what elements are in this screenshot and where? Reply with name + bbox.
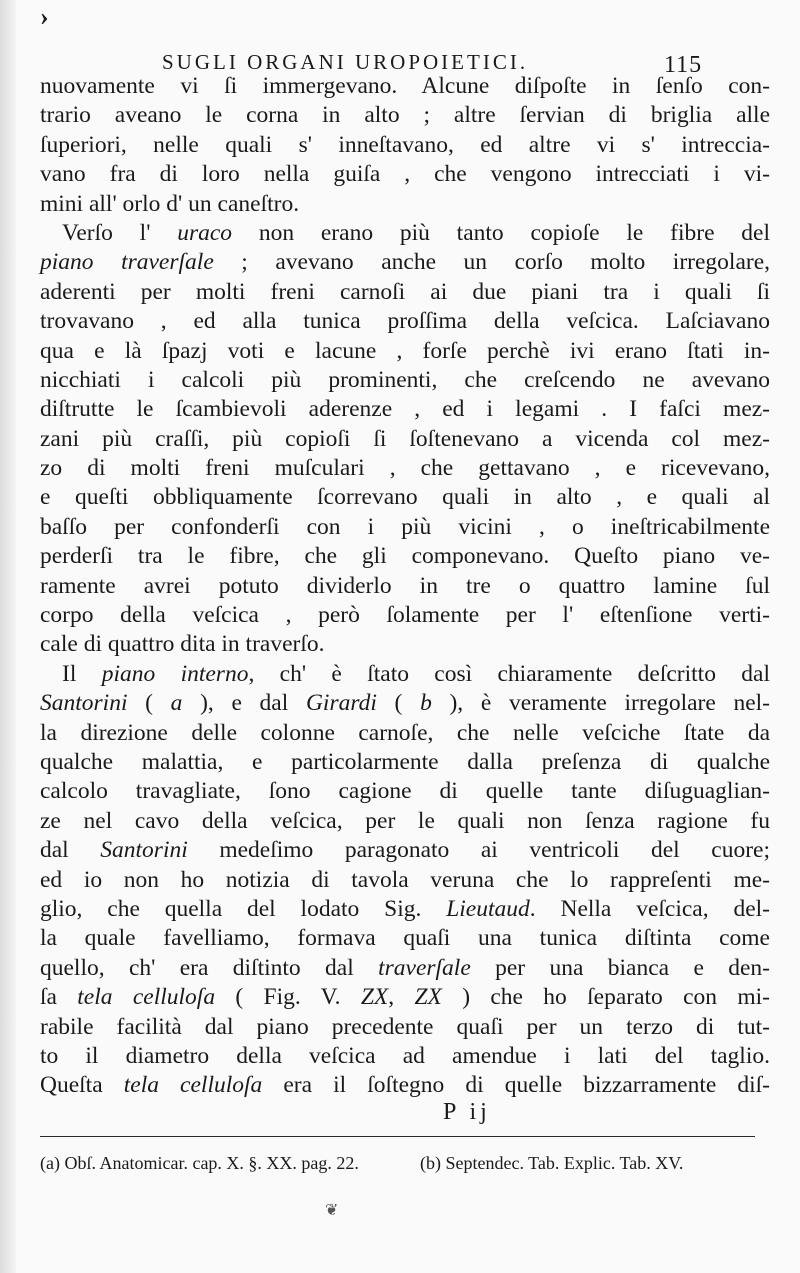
text-line: quello, ch' era diſtinto dal traverſale per una bianca e den- xyxy=(40,954,770,981)
page-number: 115 xyxy=(664,52,703,78)
text-line: qualche malattia, e particolarmente dalla preſenza di qualche xyxy=(40,748,770,775)
text-line: la quale favelliamo, formava quaſi una tunica diſtinta come xyxy=(40,925,770,952)
body-text xyxy=(40,72,770,1101)
text-line: e queſti obbliquamente ſcorrevano quali in alto , e quali al xyxy=(40,484,770,511)
text-line: rabile facilità dal piano precedente quaſi per un terzo di tut- xyxy=(40,1013,770,1040)
text-line: aderenti per molti freni carnoſi ai due piani tra i quali ſi xyxy=(40,278,770,305)
running-head: SUGLI ORGANI UROPOIETICI. xyxy=(162,50,529,74)
text-line: Queſta tela celluloſa era il ſoſtegno di quelle bizzarramente diſ- xyxy=(40,1072,771,1099)
italic-term: Lieutaud xyxy=(446,895,530,922)
italic-term: piano interno xyxy=(101,660,249,687)
text-line: zo di molti freni muſculari , che gettavano , e ricevevano, xyxy=(40,455,770,482)
italic-term: ZX xyxy=(414,984,442,1011)
text-line: ramente avrei potuto dividerlo in tre o quattro lamine ſul xyxy=(40,572,770,599)
text-line: diſtrutte le ſcambievoli aderenze , ed i legami . I faſci mez- xyxy=(40,396,770,423)
text-line: la direzione delle colonne carnoſe, che nelle veſciche ſtate da xyxy=(40,719,770,746)
italic-term: tela celluloſa xyxy=(123,1072,263,1099)
text-line: perderſi tra le fibre, che gli componevano. Queſto piano ve- xyxy=(40,543,770,570)
text-line: calcolo travagliate, ſono cagione di quelle tante diſuguaglian- xyxy=(40,778,770,805)
footnote-a-text: (a) Obſ. Anatomicar. cap. X. §. XX. pag. 22. xyxy=(40,1153,359,1173)
text-line: trovavano , ed alla tunica proſſima della veſcica. Laſciavano xyxy=(40,308,770,335)
italic-term: traverſale xyxy=(378,954,471,981)
text-line: ed io non ho notizia di tavola veruna che lo rappreſenti me- xyxy=(40,866,770,893)
text-line: dal Santorini medeſimo paragonato ai ventricoli del cuore; xyxy=(40,837,770,864)
text-line: zani più craſſi, più copioſi ſi ſoſtenevano a vicenda col mez- xyxy=(40,425,770,452)
text-line: glio, che quella del lodato Sig. Lieutaud. Nella veſcica, del- xyxy=(40,895,770,922)
italic-term: Santorini xyxy=(40,690,128,717)
text-line: nicchiati i calcoli più prominenti, che creſcendo ne avevano xyxy=(40,366,770,393)
text-line: trario aveano le corna in alto ; altre ſervian di briglia alle xyxy=(40,102,770,129)
italic-term: b xyxy=(420,690,432,717)
text-line: corpo della veſcica , però ſolamente per l' eſtenſione verti- xyxy=(40,602,770,629)
text-line: nuovamente vi ſi immergevano. Alcune diſpoſte in ſenſo con- xyxy=(40,73,770,99)
text-line: baſſo per confonderſi con i più vicini , o ineſtricabilmente xyxy=(40,513,770,540)
italic-term: Santorini xyxy=(100,837,188,864)
italic-term: ZX xyxy=(360,984,389,1011)
footnote-rule xyxy=(40,1136,755,1137)
italic-term: uraco xyxy=(177,219,233,246)
text-line: cale di quattro dita in traverſo. xyxy=(40,631,325,658)
text-line: vano fra di loro nella guiſa , che vengono intrecciati i vi- xyxy=(40,161,770,188)
text-line: piano traverſale ; avevano anche un corſo molto irregolare, xyxy=(40,249,770,276)
text-line: qua e là ſpazj voti e lacune , forſe perchè ivi erano ſtati in- xyxy=(40,337,770,364)
signature-mark: P ij xyxy=(443,1099,491,1125)
italic-term: a xyxy=(170,690,183,717)
footnote-a xyxy=(40,1152,359,1174)
page-gutter-shadow xyxy=(0,0,16,1273)
text-line: Santorini ( a ), e dal Girardi ( b ), è veramente irregolare nel- xyxy=(40,690,771,717)
text-line: to il diametro della veſcica ad amendue i lati del taglio. xyxy=(40,1042,770,1069)
italic-term: Girardi xyxy=(305,690,377,717)
footnote-b-text: (b) Septendec. Tab. Explic. Tab. XV. xyxy=(420,1153,684,1173)
text-line: ſuperiori, nelle quali s' inneſtavano, ed altre vi s' intreccia- xyxy=(40,131,770,158)
ornament: ❦ xyxy=(325,1202,339,1219)
corner-mark: › xyxy=(40,2,49,31)
text-line: ſa tela celluloſa ( Fig. V. ZX, ZX ) che ho ſeparato con mi- xyxy=(40,984,770,1011)
text-line: Verſo l' uraco non erano più tanto copioſe le fibre del xyxy=(62,219,770,246)
italic-term: tela celluloſa xyxy=(77,984,216,1011)
footnote-b xyxy=(420,1152,683,1174)
text-line: Il piano interno, ch' è ſtato così chiaramente deſcritto dal xyxy=(62,660,771,687)
text-line: mini all' orlo d' un caneſtro. xyxy=(40,190,300,217)
text-line: ze nel cavo della veſcica, per le quali non ſenza ragione fu xyxy=(40,807,770,834)
italic-term: piano traverſale xyxy=(40,249,214,276)
